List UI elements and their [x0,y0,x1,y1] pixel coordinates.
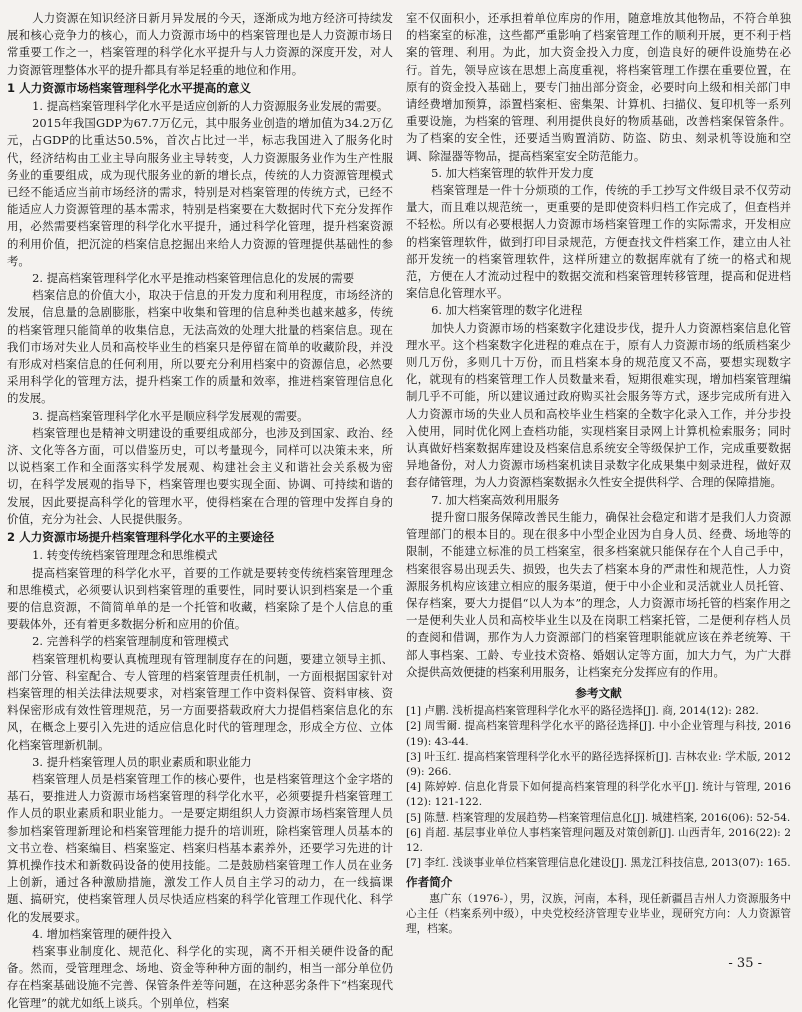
reference-item: [3] 叶玉红. 提高档案管理科学化水平的路径选择探析[J]. 吉林农业: 学术版, 2012(9): 266. [406,750,791,778]
paragraph: 2015年我国GDP为67.7万亿元，其中服务业创造的增加值为34.2万亿元，占GDP的比重达50.5%，首次占比过一半，标志我国进入了服务化时代，经济结构由工业主导向服务业主导转变，人力资源服务业作为生产性服务业的重要组成，成为现代服务业的新的增长点，传统的人力资源管理模式已经不能适应当前市场经济的需求，特别是对档案管理的传统方式，已经不能适应人力资源管理的基本需求，特别是档案要在大数据时代下充分发挥作用，必然需要档案管理的科学化水平提升，通过科学化管理，提升档案资源的利用价值，把沉淀的档案信息挖掘出来给人力资源的管理提供基础性的参考。 [7,116,393,268]
reference-item: [4] 陈婷婷. 信息化背景下如何提高档案管理的科学化水平[J]. 统计与管理, 2016(12): 121-122. [406,781,791,809]
paragraph: 档案信息的价值大小，取决于信息的开发力度和利用程度，市场经济的发展，信息量的急剧膨胀，档案中收集和管理的信息种类也越来越多，传统的档案管理只能简单的收集信息，无法高效的处理大批量的档案信息。现在我们市场对失业人员和高校毕业生的档案只是停留在简单的收藏阶段，并没有形成对档案信息的任何利用，所以要充分利用档案中的资源信息，必然要采用科学化的管理方法，提升档案工作的质量和效率，推进档案管理信息化的发展。 [7,288,393,406]
subsection-heading: 1. 转变传统档案管理理念和思维模式 [32,548,218,563]
section-heading: 2 人力资源市场提升档案管理科学化水平的主要途径 [7,530,275,545]
reference-item: [1] 卢鹏. 浅析提高档案管理科学化水平的路径选择[J]. 商, 2014(12): 282. [406,705,759,718]
paragraph: 档案事业制度化、规范化、科学化的实现，离不开相关硬件设备的配备。然而，受管理理念、场地、资金等种种方面的制约，相当一部分单位仍存在档案基础设施不完善、保管条件差等问题，在这种恶劣条件下“档案现代化管理”的就尤如纸上谈兵。个别单位，档案 [7,943,393,1010]
right-column [406,10,791,937]
subsection-heading: 5. 加大档案管理的软件开发力度 [431,165,594,180]
reference-item: [7] 李红. 浅谈事业单位档案管理信息化建设[J]. 黑龙江科技信息, 2013(07): 165. [406,857,791,870]
paragraph: 室不仅面积小，还承担着单位库房的作用，随意堆放其他物品，不符合单独的档案室的标准，这些都严重影响了档案管理工作的顺利开展，更不利于档案的管理、利用。为此，加大资金投入力度，创造良好的硬件设施势在必行。首先，领导应该在思想上高度重视，将档案管理工作摆在重要位置，在原有的资金投入基础上，要专门抽出部分资金，必要时向上级和相关部门申请经费增加预算，添置档案柜、密集架、计算机、扫描仪、复印机等一系列重要设施，为档案的管理、利用提供良好的物质基础，改善档案保管条件。为了档案的安全性，还要适当购置消防、防盗、防虫、刻录机等设施和空调、除湿器等物品，提高档案室安全防范能力。 [406,11,791,163]
subsection-heading: 7. 加大档案高效利用服务 [431,492,560,507]
paragraph: 档案管理人员是档案管理工作的核心要件，也是档案管理这个金字塔的基石，要推进人力资源市场档案管理的科学化水平，必须要提升档案管理工作人员的职业素质和职业能力。一是要定期组织人力资源市场档案管理人员参加档案管理新理论和档案管理能力提升的培训班，除档案管理人员基本的文书立卷、档案编目、档案鉴定、档案归档基本素养外，还要学习先进的计算机操作技术和新数码设备的使用技能。二是鼓励档案管理工作人员在业务上创新，通过各种激励措施，激发工作人员自主学习的动力，在一线搞课题、搞研究，使档案管理人员尽快适应档案的科学化管理工作现代化、科学化的发展要求。 [7,771,393,924]
author-bio: 惠广东（1976-），男，汉族，河南，本科，现任新疆昌吉州人力资源服务中心主任（档案系列中级），中央党校经济管理专业毕业，现研究方向：人力资源管理，档案。 [406,892,791,935]
subsection-heading: 4. 增加档案管理的硬件投入 [32,926,172,941]
reference-item: [2] 周雪爾. 提高档案管理科学化水平的路径选择[J]. 中小企业管理与科技, 2016(19): 43-44. [406,720,791,748]
subsection-heading: 3. 提高档案管理科学化水平是顺应科学发展观的需要。 [32,408,309,423]
subsection-heading: 3. 提升档案管理人员的职业素质和职业能力 [32,754,252,769]
page-number: - 35 - [728,956,762,971]
subsection-heading: 6. 加大档案管理的数字化进程 [431,303,583,318]
left-column [7,10,393,1012]
subsection-heading: 2. 提高档案管理科学化水平是推动档案管理信息化的发展的需要 [32,271,355,286]
references-title: 参考文献 [575,685,622,700]
reference-item: [5] 陈慧. 档案管理的发展趋势—档案管理信息化[J]. 城建档案, 2016(06): 52-54. [406,811,791,824]
subsection-heading: 1. 提高档案管理科学化水平是适应创新的人力资源服务业发展的需要。 [32,99,389,114]
paragraph: 提高档案管理的科学化水平，首要的工作就是要转变传统档案管理理念和思维模式，必须要认识到档案管理的重要性，同时要认识到档案是一个重要的信息资源，不简简单单的是一个托管和收藏，档案除了是个人信息的重要载体外，还有着更多数据分析和应用的价值。 [7,565,393,632]
paragraph: 档案管理也是精神文明建设的重要组成部分，也涉及到国家、政治、经济、文化等各方面，可以借鉴历史，可以考量现今，同样可以决策未来，所以说档案工作和全面落实科学发展观、构建社会主义和谐社会关系极为密切，在科学发展观的指导下，档案管理也要实现全面、协调、可持续和谐的发展，因此要提高科学化的管理水平，使得档案在合理的管理中发挥自身的价值，充分为社会、人民提供服务。 [7,425,393,526]
paragraph: 提升窗口服务保障改善民生能力，确保社会稳定和谐才是我们人力资源管理部门的根本目的。现在很多中小型企业因为自身人员、经费、场地等的限制，不能建立标准的员工档案室，很多档案就只能保存在个人自己手中，档案很容易出现丢失、损毁，也失去了档案本身的严肃性和规范性，人力资源服务机构应该建立相应的服务渠道，便于中小企业和灵活就业人员托管、保存档案，要大力提倡“以人为本”的理念，人力资源市场托管的档案作用之一是便利失业人员和高校毕业生以及在岗职工档案托管，二是便利存档人员的查阅和借调，那作为人力资源部门的档案管理职能就应该在养老统筹、干部人事档案、工龄、专业技术资格、婚姻认定等方面，加大力气，为广大群众提供高效便捷的档案利用服务，让档案充分发挥应有的作用。 [406,509,791,679]
section-heading: 1 人力资源市场档案管理科学化水平提高的意义 [7,80,251,95]
paragraph: 档案管理机构要认真梳理现有管理制度存在的问题，要建立领导主抓、部门分管、科室配合、专人管理的档案管理责任机制，一方面根据国家针对档案管理的相关法律法规要求，对档案管理工作中资料保管、资料审核、资料保密形成有效性管理规范，另一方面要搭载政府大力提倡档案信息化的东风，在概念上要引入先进的适应信息化时代的管理理念，形成全方位、立体化档案管理新机制。 [7,651,393,752]
paragraph: 档案管理是一件十分烦琐的工作，传统的手工抄写文件级目录不仅劳动量大，而且难以规范统一，更重要的是即使资料归档工作完成了，但查档并不轻松。所以有必要根据人力资源市场档案管理工作的实际需求，开发相应的档案管理软件，做到打印目录规范，方便查找文件档案工作，建立由人社部开发统一的档案管理软件，这样所建立的数据库就有了统一的格式和规范，方便在人才流动过程中的数据交流和档案管理转移管理，提高和促进档案信息化管理水平。 [406,183,791,301]
reference-item: [6] 肖超. 基层事业单位人事档案管理问题及对策创新[J]. 山西青年, 2016(22): 212. [406,826,791,854]
author-bio-title: 作者简介 [406,875,453,890]
paragraph: 加快人力资源市场的档案数字化建设步伐，提升人力资源档案信息化管理水平。这个档案数字化进程的难点在于，原有人力资源市场的纸质档案少则几万份，多则几十万份，而且档案本身的规范度又不高，要想实现数字化，就现有的档案管理工作人员数量来看，短期很难实现，增加档案管理编制几乎不可能，所以建议通过政府购买社会服务等方式，逐步完成所有进入人力资源市场的失业人员和高校毕业生档案的全数字化录入工作，并分步投入使用，同时优化网上查档功能，实现档案目录网上计算机检索服务；同时认真做好档案数据库建设及档案信息系统安全等级保护工作，完成重要数据异地备份，对人力资源市场档案机读目录数字化成果集中刻录进程，做好双套存储管理，为人力资源档案数据永久性安全提供科学、合理的保障措施。 [406,320,791,490]
paragraph: 人力资源在知识经济日新月异发展的今天，逐渐成为地方经济可持续发展和核心竞争力的核心，而人力资源市场中的档案管理也是人力资源市场日常重要工作之一，档案管理的科学化水平提升与人力资源的深度开发，对人力资源管理整体水平的提升都具有举足轻重的地位和作用。 [7,11,393,77]
subsection-heading: 2. 完善科学的档案管理制度和管理模式 [32,634,229,649]
